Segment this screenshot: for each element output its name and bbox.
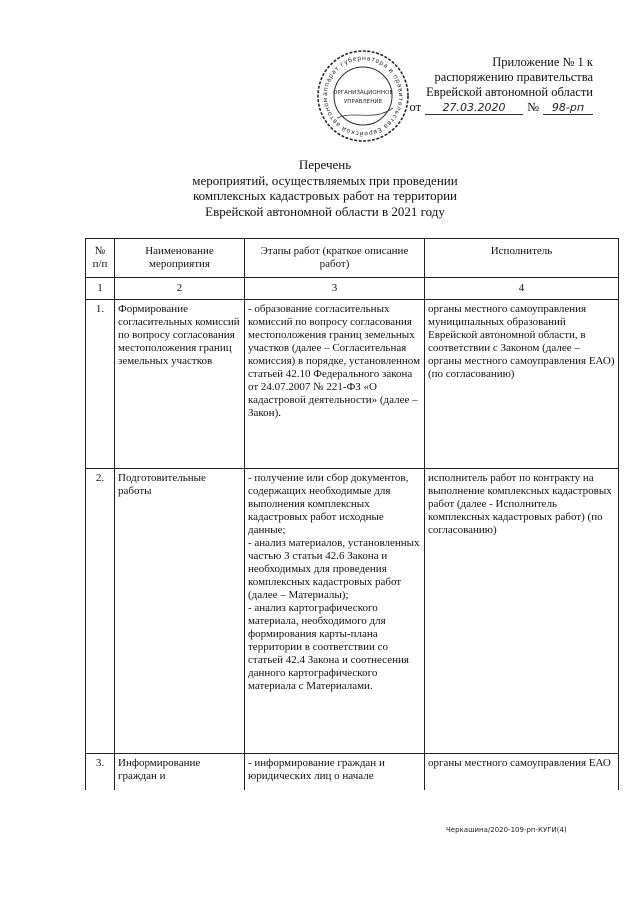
col-number: 1 [86, 278, 115, 300]
table-header-row [86, 239, 619, 278]
document-title [150, 157, 500, 219]
svg-text:УПРАВЛЕНИЕ: УПРАВЛЕНИЕ [343, 99, 383, 105]
title-line-4: Еврейской автономной области в 2021 году [205, 203, 445, 219]
number-label: № [527, 100, 539, 114]
handwritten-date: 27.03.2020 [425, 101, 523, 115]
header-executor: Исполнитель [425, 239, 619, 278]
header-stages: Этапы работ (краткое описание работ) [245, 239, 425, 278]
row-stages: - информирование граждан и юридических лиц о начале [245, 754, 425, 791]
handwritten-number: 98-рп [543, 101, 593, 115]
row-num: 1. [86, 300, 115, 469]
appendix-line-2: распоряжению правительства [434, 70, 593, 84]
row-executor: исполнитель работ по контракту на выполнение комплексных кадастровых работ (далее - Исполнитель комплексных кадастровых работ) (по согласованию) [425, 469, 619, 754]
column-number-row [86, 278, 619, 300]
header-name: Наименование мероприятия [115, 239, 245, 278]
col-number: 3 [245, 278, 425, 300]
row-stages: - образование согласительных комиссий по вопросу согласования местоположения границ земельных участков (далее – Согласительная комиссия) в порядке, установленном статьей 42.10 Федерального закона от 24.07.2007 № 221-ФЗ «О кадастровой деятельности» (далее – Закон). [245, 300, 425, 469]
col-number: 2 [115, 278, 245, 300]
row-num: 3. [86, 754, 115, 791]
appendix-line-3: Еврейской автономной области [426, 85, 593, 99]
col-number: 4 [425, 278, 619, 300]
row-name: Информирование граждан и [115, 754, 245, 791]
table-row [86, 300, 619, 469]
row-executor: органы местного самоуправления муниципальных образований Еврейской автономной области, в соответствии с Законом (далее – органы местного самоуправления ЕАО) (по согласованию) [425, 300, 619, 469]
table-row [86, 469, 619, 754]
title-line-1: Перечень [298, 157, 352, 172]
row-name: Подготовительные работы [115, 469, 245, 754]
footer-reference: Черкашина/2020-109-рп-КУГИ(4) [446, 826, 567, 834]
official-seal [315, 48, 411, 144]
from-label: от [409, 100, 422, 114]
title-line-3: комплексных кадастровых работ на территории [192, 188, 457, 203]
row-stages: - получение или сбор документов, содержащих необходимые для выполнения комплексных кадастровых работ исходные данные; - анализ материалов, установленных частью 3 статьи 42.6 Закона и необходимых для проведения комплексных кадастровых работ (далее – Материалы); - анализ картографического материала, необходимого для формирования карты-плана территории в соответствии со статьей 42.4 Закона и соотнесения данного картографического материала с Материалами. [245, 469, 425, 754]
header-num: № п/п [86, 239, 115, 278]
title-line-2: мероприятий, осуществляемых при проведении [192, 172, 458, 188]
appendix-line-1: Приложение № 1 к [492, 55, 593, 69]
svg-text:ОРГАНИЗАЦИОННОЕ: ОРГАНИЗАЦИОННОЕ [332, 90, 394, 96]
table-row [86, 754, 619, 791]
activities-table [85, 238, 619, 790]
row-num: 2. [86, 469, 115, 754]
seal-icon [315, 48, 411, 144]
svg-text:аппарат губернатора и правител: аппарат губернатора и правительства Еврейской автоном [321, 54, 405, 138]
row-executor: органы местного самоуправления ЕАО [425, 754, 619, 791]
row-name: Формирование согласительных комиссий по вопросу согласования местоположения границ земельных участков [115, 300, 245, 469]
